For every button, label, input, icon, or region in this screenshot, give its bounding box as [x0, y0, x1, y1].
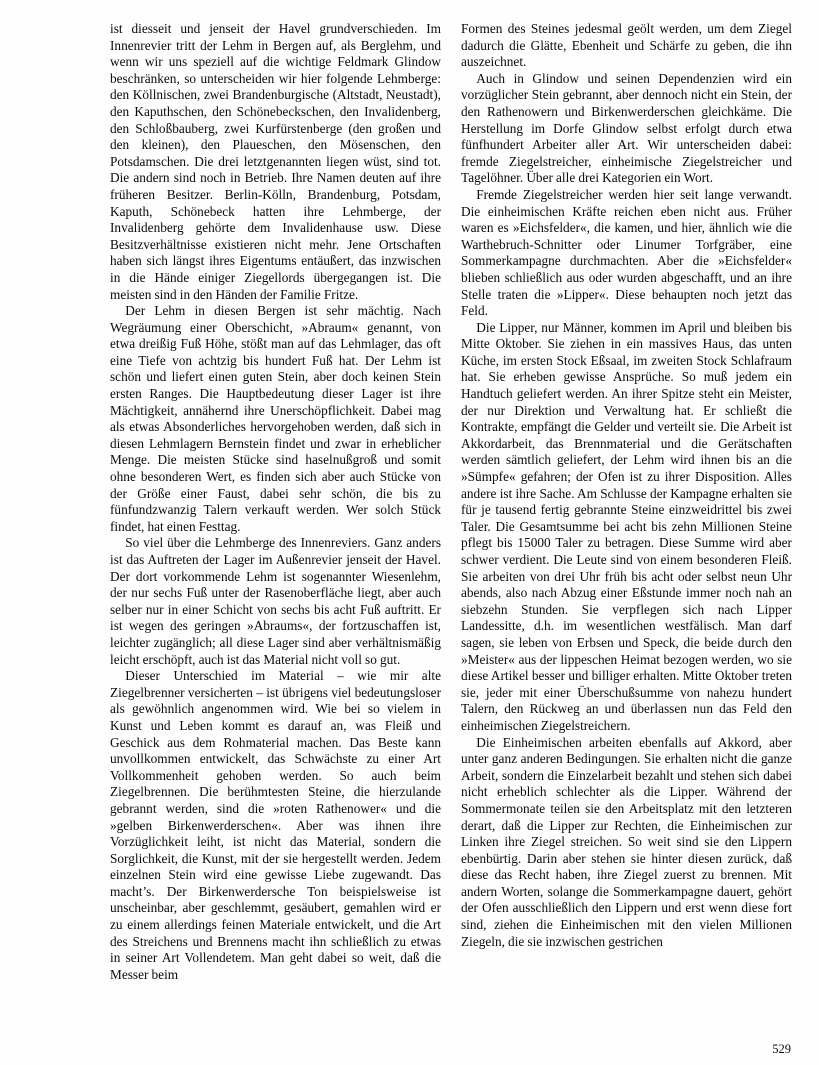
paragraph: Dieser Unterschied im Material – wie mir alte Ziegelbrenner versicherten – ist übrigens viel bedeutungsloser als gewöhnlich angenommen wird. Wie bei so vielem in Kunst und Leben kommt es darauf an, was Fleiß und Geschick aus dem Rohmaterial machen. Das Beste kann unvollkommen entwickelt, das Schwächste zu einer Art Vollkommenheit gehoben werden. So auch beim Ziegelbrennen. Die berühmtesten Steine, die hierzulande gebrannt werden, sind die »roten Rathenower« und die »gelben Birkenwerderschen«. Aber was ihnen ihre Vorzüglichkeit leiht, ist nicht das Material, sondern die Sorglichkeit, die Kunst, mit der sie hergestellt werden. Jedem einzelnen Stein wird eine gewisse Liebe zugewandt. Das macht’s. Der Birkenwerdersche Ton beispielsweise ist unscheinbar, aber geschlemmt, gesäubert, gemahlen wird er zu einem allerdings feinen Materiale entwickelt, und die Art des Streichens und Brennens macht ihn schließlich zu etwas in seiner Art Vollendetem. Man geht dabei so weit, daß die Messer beim	[110, 668, 441, 982]
paragraph: Fremde Ziegelstreicher werden hier seit lange verwandt. Die einheimischen Kräfte reichen eben nicht aus. Früher waren es »Eichsfelder«, die kamen, und hier, ähnlich wie die Warthebruch-Schnitter oder Linumer Torfgräber, eine Sommerkampagne durchmachten. Aber die »Eichsfelder« blieben schließlich aus oder wurden abgeschafft, und an ihre Stelle traten die »Lipper«. Diese behaupten noch jetzt das Feld.	[461, 186, 792, 319]
paragraph: Formen des Steines jedesmal geölt werden, um dem Ziegel dadurch die Glätte, Ebenheit und Schärfe zu geben, die ihn auszeichnet.	[461, 21, 792, 70]
paragraph: Die Einheimischen arbeiten ebenfalls auf Akkord, aber unter ganz anderen Bedingungen. Sie erhalten nicht die ganze Arbeit, sondern die Einzelarbeit bezahlt und stehen sich dabei nicht erheblich schlechter als die Lipper. Während der Sommermonate teilen sie den Arbeitsplatz mit den letzteren derart, daß die Lipper zur Rechten, die Einheimischen zur Linken ihre Ziegel streichen. So weit sind sie den Lippern ebenbürtig. Darin aber stehen sie hinter diesen zurück, daß diese das Recht haben, ihre Ziegel zuerst zu brennen. Mit andern Worten, solange die Sommerkampagne dauert, gehört der Ofen ausschließlich den Lippern und erst wenn diese fort sind, ziehen die Einheimischen mit den vielen Millionen Ziegeln, die sie inzwischen gestrichen	[461, 734, 792, 949]
paragraph: Die Lipper, nur Männer, kommen im April und bleiben bis Mitte Oktober. Sie ziehen in ein massives Haus, das unten Küche, im ersten Stock Eßsaal, im zweiten Stock Schlafraum hat. Sie erheben gewisse Ansprüche. So muß jedem ein Handtuch geliefert werden. An ihrer Spitze steht ein Meister, der nur Direktion und Verwaltung hat. Er schließt die Kontrakte, empfängt die Gelder und verteilt sie. Die Arbeit ist Akkordarbeit, das Brennmaterial und die Gerätschaften werden sämtlich geliefert, der Lehm wird ihnen bis an die »Sümpfe« gefahren; der Ofen ist zu ihrer Disposition. Alles andere ist ihre Sache. Am Schlusse der Kampagne erhalten sie für je tausend fertig gebrannte Steine einzweidrittel bis zwei Taler. Die Gesamtsumme bei acht bis zehn Millionen Steine pflegt bis 15000 Taler zu betragen. Diese Summe wird aber schwer verdient. Die Leute sind von einem besonderen Fleiß. Sie arbeiten von drei Uhr früh bis acht oder selbst neun Uhr abends, also nach Abzug einer Eßstunde immer noch nah an siebzehn Stunden. Sie verpflegen sich nach Lipper Landessitte, d.h. im wesentlichen westfälisch. Man darf sagen, sie leben von Erbsen und Speck, die beide durch den »Meister« aus der lippeschen Heimat bezogen werden, wo sie diese Artikel besser und billiger erhalten. Mitte Oktober treten sie, jeder mit einer Überschußsumme von nahezu hundert Talern, den Rückweg an und überlassen nun das Feld den einheimischen Ziegelstreichern.	[461, 319, 792, 733]
right-column	[461, 21, 792, 983]
paragraph: Der Lehm in diesen Bergen ist sehr mächtig. Nach Wegräumung einer Oberschicht, »Abraum« genannt, von etwa dreißig Fuß Höhe, stößt man auf das Lehmlager, das oft eine Tiefe von achtzig bis hundert Fuß hat. Der Lehm ist schön und liefert einen guten Stein, aber doch keinen Stein ersten Ranges. Die Hauptbedeutung dieser Lager ist ihre Mächtigkeit, annähernd ihre Unerschöpflichkeit. Dabei mag als etwas Absonderliches hervorgehoben werden, daß sich in diesen Lehmlagern Bernstein findet und zwar in erheblicher Menge. Die meisten Stücke sind haselnußgroß und somit ohne besonderen Wert, es finden sich aber auch Stücke von der Größe einer Faust, dabei sehr schön, die bis zu fünfundzwanzig Talern verkauft werden. Wer solch Stück findet, hat einen Festtag.	[110, 303, 441, 534]
page-number: 529	[772, 1041, 791, 1056]
paragraph: ist diesseit und jenseit der Havel grundverschieden. Im Innenrevier tritt der Lehm in Bergen auf, als Berglehm, und wenn wir uns speziell auf die wichtige Feldmark Glindow beschränken, so unterscheiden wir hier folgende Lehmberge: den Köllnischen, zwei Brandenburgische (Altstadt, Neustadt), den Kaputhschen, den Schönebeckschen, den Invalidenberg, den Schloßbauberg, zwei Kurfürstenberge (den großen und den kleinen), den Plaueschen, den Mösenschen, den Potsdamschen. Die drei letztgenannten liegen wüst, sind tot. Die andern sind noch in Betrieb. Ihre Namen deuten auf ihre früheren Besitzer. Berlin-Kölln, Brandenburg, Potsdam, Kaputh, Schönebeck hatten ihre Lehmberge, der Invalidenberg gehörte dem Invalidenhause usw. Diese Besitzverhältnisse existieren nicht mehr. Jene Ortschaften haben sich längst ihres Eigentums entäußert, das inzwischen in die Hände einiger Ziegellords übergegangen ist. Die meisten sind in den Händen der Familie Fritze.	[110, 21, 441, 302]
text-columns	[110, 21, 792, 983]
paragraph: So viel über die Lehmberge des Innenreviers. Ganz anders ist das Auftreten der Lager im Außenrevier jenseit der Havel. Der dort vorkommende Lehm ist sogenannter Wiesenlehm, der nur sechs Fuß unter der Rasenoberfläche liegt, aber auch selber nur in einer Schicht von sechs bis acht Fuß auftritt. Er ist wegen des geringen »Abraums«, der fortzuschaffen ist, leichter zugänglich; all diese Lager sind aber verhältnismäßig leicht erschöpft, auch ist das Material nicht voll so gut.	[110, 535, 441, 667]
left-column	[110, 21, 441, 983]
paragraph: Auch in Glindow und seinen Dependenzien wird ein vorzüglicher Stein gebrannt, aber dennoch nicht ein Stein, der den Rathenowern und Birkenwerderschen gleichkäme. Die Herstellung im Dorfe Glindow selbst erfolgt durch etwa fünfhundert Arbeiter aller Art. Wir unterscheiden dabei: fremde Ziegelstreicher, einheimische Ziegelstreicher und Tagelöhner. Über alle drei Kategorien ein Wort.	[461, 70, 792, 186]
